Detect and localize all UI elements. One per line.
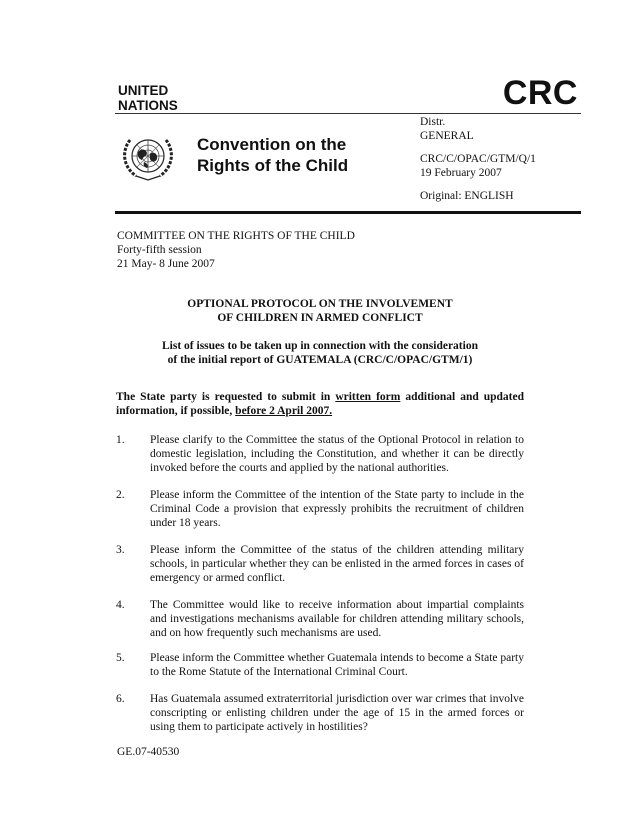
issues-subtitle-line-1: List of issues to be taken up in connection with the consideration	[162, 340, 478, 352]
distr-label: Distr.	[420, 116, 446, 128]
issue-text: Has Guatemala assumed extraterritorial jurisdiction over war crimes that involve conscripting or enlisting children under the age of 15 in the armed forces or using them to participate actively in hostilities?	[150, 693, 524, 733]
protocol-title-line-2: OF CHILDREN IN ARMED CONFLICT	[217, 312, 423, 324]
issue-item-6	[116, 692, 524, 734]
protocol-title	[115, 297, 525, 325]
issue-item-5	[116, 651, 524, 679]
issues-subtitle	[115, 339, 525, 367]
issue-number: 4.	[116, 599, 125, 611]
committee-block	[117, 229, 355, 271]
document-date: 19 February 2007	[420, 167, 502, 179]
header-divider-thick	[115, 211, 581, 214]
distribution-value: GENERAL	[420, 130, 474, 142]
document-series: CRC	[502, 74, 578, 112]
un-emblem-icon	[120, 132, 176, 182]
organization-name	[118, 83, 178, 113]
org-line-2: NATIONS	[118, 98, 178, 113]
issue-number: 2.	[116, 489, 125, 501]
issue-item-4	[116, 598, 524, 640]
issue-item-3	[116, 543, 524, 585]
issue-number: 1.	[116, 434, 125, 446]
issue-number: 5.	[116, 652, 125, 664]
issues-subtitle-line-2: of the initial report of GUATEMALA (CRC/C/OPAC/GTM/1)	[167, 354, 473, 366]
issue-item-1	[116, 433, 524, 475]
convention-title-line-2: Rights of the Child	[197, 156, 349, 175]
convention-title	[197, 134, 348, 176]
request-text-2: additional and updated information, if possible,	[116, 391, 524, 417]
issue-text: The Committee would like to receive information about impartial complaints and investigations mechanisms available for children attending military schools, and on how frequently such mechanisms are used.	[150, 599, 524, 639]
issue-number: 6.	[116, 693, 125, 705]
original-language: Original: ENGLISH	[420, 190, 514, 202]
committee-session: Forty-fifth session	[117, 244, 202, 256]
request-emphasis-written-form: written form	[335, 391, 401, 403]
document-metadata	[420, 115, 536, 203]
header-divider-thin	[115, 113, 581, 114]
org-line-1: UNITED	[118, 83, 169, 98]
issue-number: 3.	[116, 544, 125, 556]
protocol-title-line-1: OPTIONAL PROTOCOL ON THE INVOLVEMENT	[187, 298, 453, 310]
job-number: GE.07-40530	[117, 746, 180, 758]
issue-text: Please inform the Committee whether Guatemala intends to become a State party to the Rome Statute of the International Criminal Court.	[150, 652, 524, 678]
committee-name: COMMITTEE ON THE RIGHTS OF THE CHILD	[117, 230, 355, 242]
issue-text: Please inform the Committee of the intention of the State party to include in the Criminal Code a provision that expressly prohibits the recruitment of children under 18 years.	[150, 489, 524, 529]
submission-request	[116, 390, 524, 418]
request-deadline: before 2 April 2007.	[235, 405, 333, 417]
issue-text: Please inform the Committee of the status of the children attending military schools, in particular whether they can be enlisted in the armed forces in cases of emergency or armed conflict.	[150, 544, 524, 584]
document-symbol: CRC/C/OPAC/GTM/Q/1	[420, 153, 536, 165]
request-text-1: The State party is requested to submit in	[116, 391, 336, 403]
committee-dates: 21 May- 8 June 2007	[117, 258, 215, 270]
issue-item-2	[116, 488, 524, 530]
convention-title-line-1: Convention on the	[197, 135, 347, 154]
issue-text: Please clarify to the Committee the status of the Optional Protocol in relation to domestic legislation, including the Constitution, and whether it can be directly invoked before the courts and applied by the national authorities.	[150, 434, 524, 474]
